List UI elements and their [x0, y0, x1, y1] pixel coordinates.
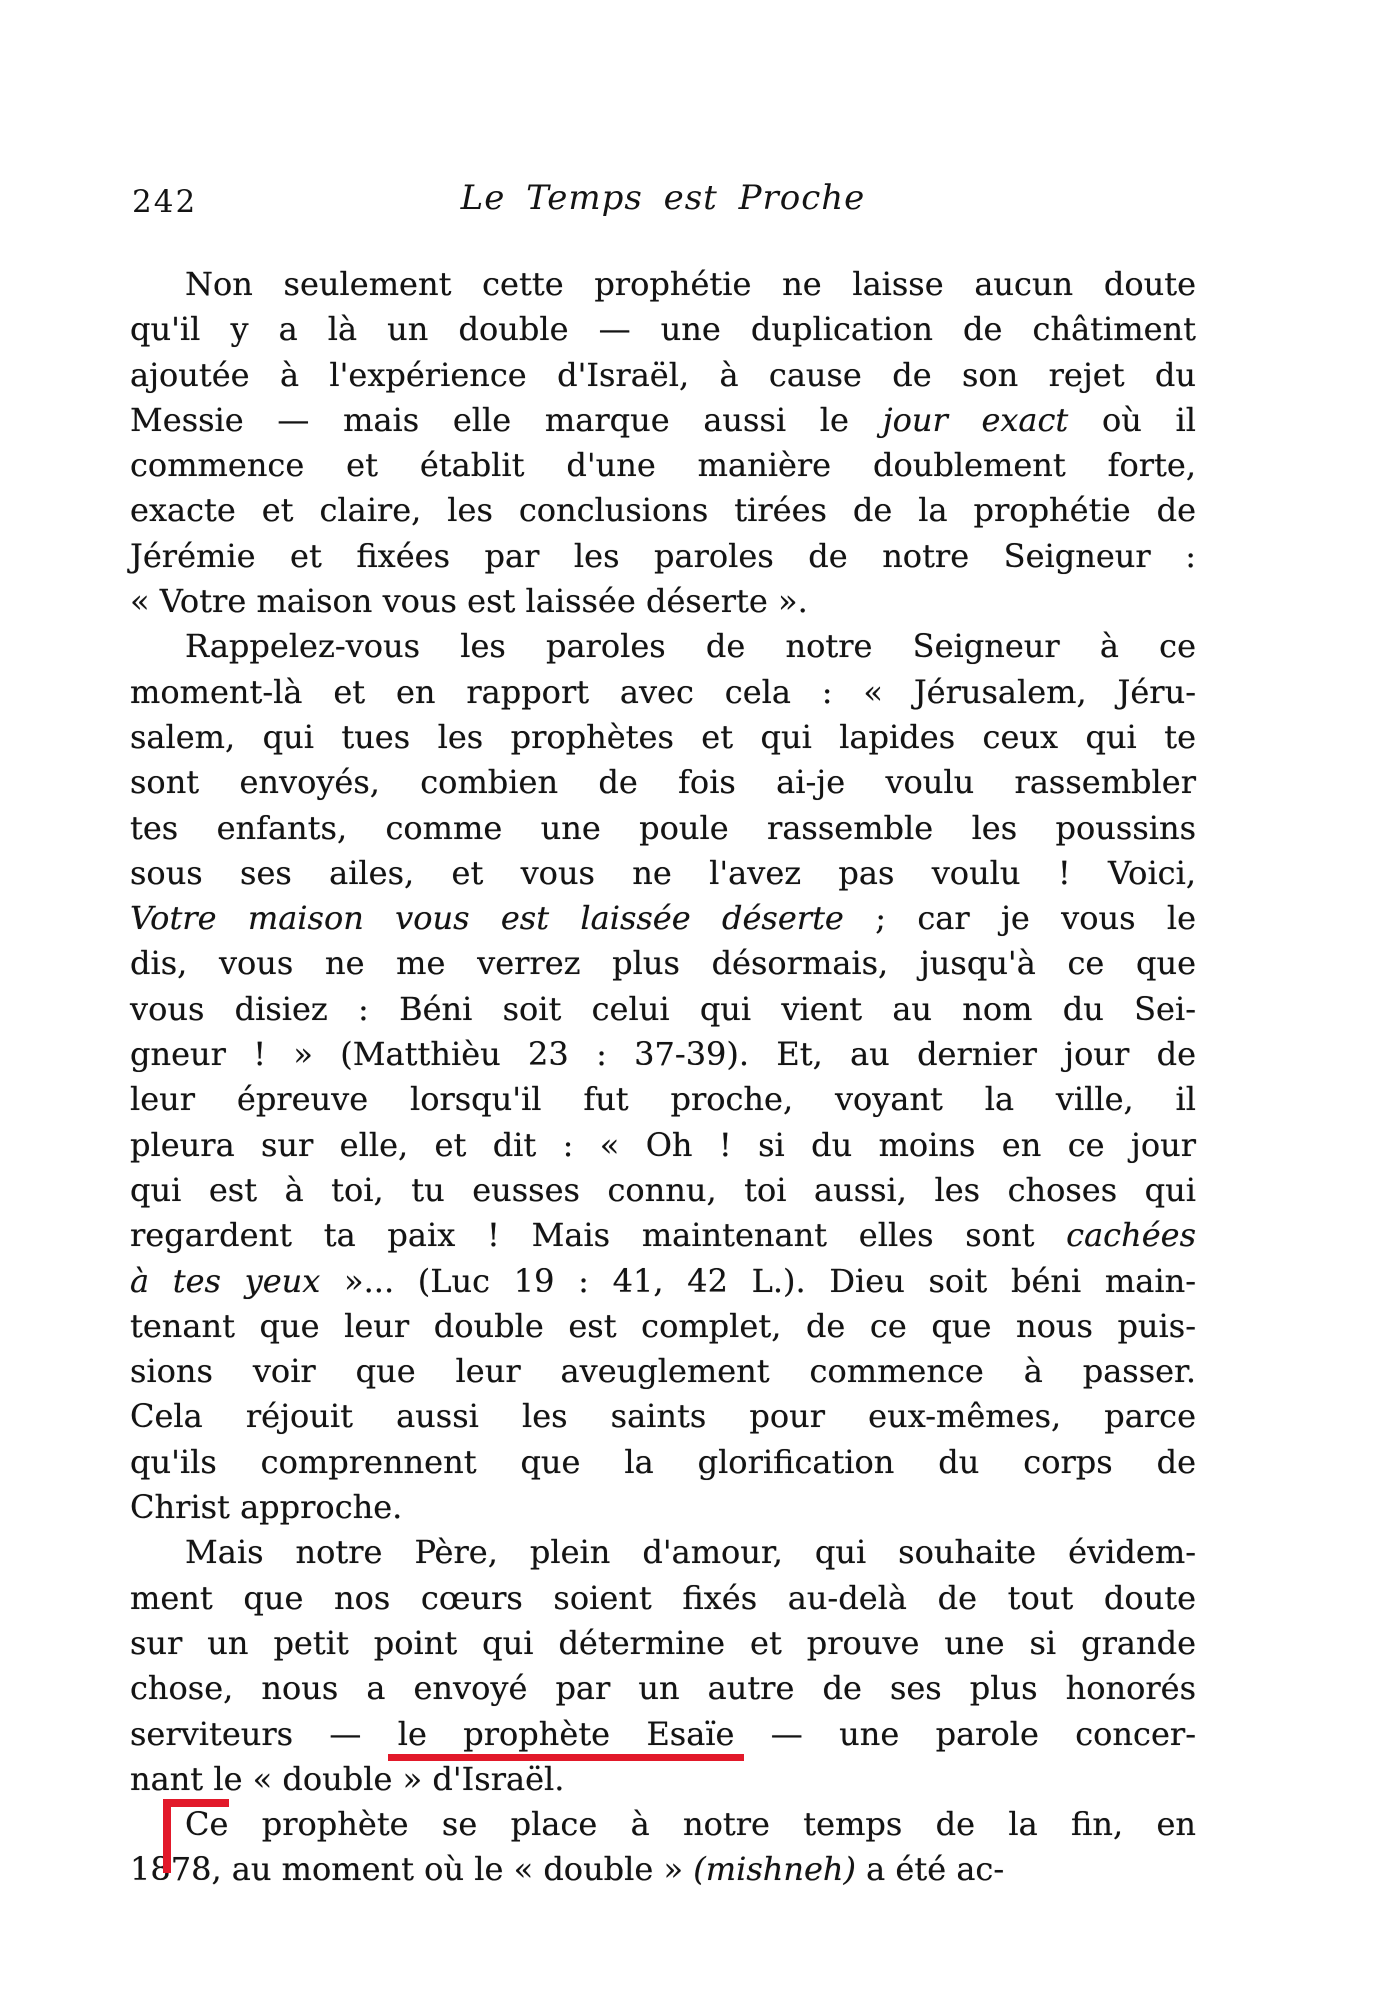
- text-line: [130, 760, 1196, 805]
- text-segment: à tes yeux: [130, 1261, 321, 1300]
- text-line: [130, 896, 1196, 941]
- text-line: [130, 579, 1196, 624]
- text-segment: ajoutée à l'expérience d'Israël, à cause de son rejet du: [130, 355, 1196, 394]
- text-line: [130, 1530, 1196, 1575]
- text-line: [130, 1621, 1196, 1666]
- text-segment: Rappelez-vous les paroles de notre Seigneur à ce: [185, 627, 1196, 666]
- red-bracket-annotation: [163, 1799, 229, 1873]
- text-line: [130, 941, 1196, 986]
- text-segment: « Votre maison vous est laissée déserte ».: [130, 582, 808, 621]
- body-text: [130, 262, 1196, 1893]
- text-segment: vous disiez : Béni soit celui qui vient au nom du Sei-: [130, 989, 1196, 1028]
- text-line: [130, 262, 1196, 307]
- text-segment: Messie — mais elle marque aussi le: [130, 400, 883, 439]
- paragraph: [130, 1802, 1196, 1893]
- text-segment: cachées: [1066, 1216, 1196, 1255]
- page-number: 242: [132, 184, 198, 220]
- text-segment: Jérémie et fixées par les paroles de notre Seigneur :: [130, 536, 1196, 575]
- text-segment: où il: [1068, 400, 1197, 439]
- text-segment: — une parole concer-: [734, 1714, 1197, 1753]
- text-line: [130, 488, 1196, 533]
- text-segment: ment que nos cœurs soient fixés au-delà de tout doute: [130, 1578, 1196, 1617]
- text-line: [130, 1847, 1196, 1892]
- text-line: [130, 443, 1196, 488]
- text-segment: Christ approche.: [130, 1488, 403, 1527]
- text-segment: sions voir que leur aveuglement commence à passer.: [130, 1352, 1196, 1391]
- text-line: [130, 1757, 1196, 1802]
- text-line: [130, 1032, 1196, 1077]
- text-segment: qu'ils comprennent que la glorification du corps de: [130, 1442, 1196, 1481]
- text-segment: qui est à toi, tu eusses connu, toi aussi, les choses qui: [130, 1170, 1196, 1209]
- text-segment: pleura sur elle, et dit : « Oh ! si du moins en ce jour: [130, 1125, 1196, 1164]
- text-line: [130, 1304, 1196, 1349]
- text-segment: moment-là et en rapport avec cela : « Jérusalem, Jéru-: [130, 672, 1196, 711]
- text-segment: qu'il y a là un double — une duplication de châtiment: [130, 310, 1196, 349]
- paragraph: [130, 1530, 1196, 1802]
- text-segment: dis, vous ne me verrez plus désormais, jusqu'à ce que: [130, 944, 1196, 983]
- text-line: [130, 1123, 1196, 1168]
- text-line: [130, 715, 1196, 760]
- text-segment: jour exact: [882, 400, 1069, 439]
- text-segment: sur un petit point qui détermine et prouve une si grande: [130, 1623, 1196, 1662]
- text-segment: chose, nous a envoyé par un autre de ses plus honorés: [130, 1669, 1196, 1708]
- text-segment: Cela réjouit aussi les saints pour eux-mêmes, parce: [130, 1397, 1196, 1436]
- text-segment: serviteurs —: [130, 1714, 398, 1753]
- text-line: [130, 1666, 1196, 1711]
- text-line: [130, 534, 1196, 579]
- text-segment: regardent ta paix ! Mais maintenant elles sont: [130, 1216, 1067, 1255]
- text-segment: ; car je vous le: [843, 899, 1197, 938]
- text-line: [130, 987, 1196, 1032]
- text-line: [130, 307, 1196, 352]
- text-line: [130, 624, 1196, 669]
- text-segment: exacte et claire, les conclusions tirées de la prophétie de: [130, 491, 1196, 530]
- text-segment: Ce prophète se place à notre temps de la fin, en: [185, 1805, 1196, 1844]
- text-segment: gneur ! » (Matthièu 23 : 37-39). Et, au dernier jour de: [130, 1035, 1196, 1074]
- text-line: [130, 1213, 1196, 1258]
- text-segment: nant le « double » d'Israël.: [130, 1759, 565, 1798]
- paragraph: [130, 624, 1196, 1530]
- text-line: [130, 353, 1196, 398]
- text-line: [130, 1440, 1196, 1485]
- text-segment: commence et établit d'une manière doublement forte,: [130, 446, 1196, 485]
- text-line: [130, 1485, 1196, 1530]
- text-segment: Non seulement cette prophétie ne laisse aucun doute: [185, 265, 1196, 303]
- text-segment: tes enfants, comme une poule rassemble les poussins: [130, 808, 1196, 847]
- text-line: [130, 1394, 1196, 1439]
- text-line: [130, 1576, 1196, 1621]
- text-line: [130, 1712, 1196, 1757]
- text-segment: 1878, au moment où le « double »: [130, 1850, 694, 1889]
- text-segment: (mishneh): [693, 1850, 856, 1889]
- text-line: [130, 1349, 1196, 1394]
- text-segment: tenant que leur double est complet, de ce que nous puis-: [130, 1306, 1196, 1345]
- text-line: [130, 1077, 1196, 1122]
- text-segment: sous ses ailes, et vous ne l'avez pas voulu ! Voici,: [130, 853, 1196, 892]
- text-segment: sont envoyés, combien de fois ai-je voulu rassembler: [130, 763, 1196, 802]
- text-segment: »... (Luc 19 : 41, 42 L.). Dieu soit béni main-: [320, 1261, 1197, 1300]
- text-segment: Votre maison vous est laissée déserte: [130, 899, 844, 938]
- text-line: [130, 806, 1196, 851]
- text-segment: a été ac-: [855, 1850, 1005, 1889]
- text-line: [130, 1168, 1196, 1213]
- page-header: [130, 178, 1196, 228]
- text-segment: salem, qui tues les prophètes et qui lapides ceux qui te: [130, 717, 1196, 756]
- text-line: [130, 1259, 1196, 1304]
- paragraph: [130, 262, 1196, 624]
- text-line: [130, 851, 1196, 896]
- text-line: [130, 1802, 1196, 1847]
- text-segment: leur épreuve lorsqu'il fut proche, voyant la ville, il: [130, 1080, 1196, 1119]
- red-underline-annotation: le prophète Esaïe: [388, 1715, 745, 1761]
- text-line: [130, 398, 1196, 443]
- text-segment: Mais notre Père, plein d'amour, qui souhaite évidem-: [185, 1533, 1196, 1572]
- text-line: [130, 670, 1196, 715]
- running-title: Le Temps est Proche: [460, 178, 866, 218]
